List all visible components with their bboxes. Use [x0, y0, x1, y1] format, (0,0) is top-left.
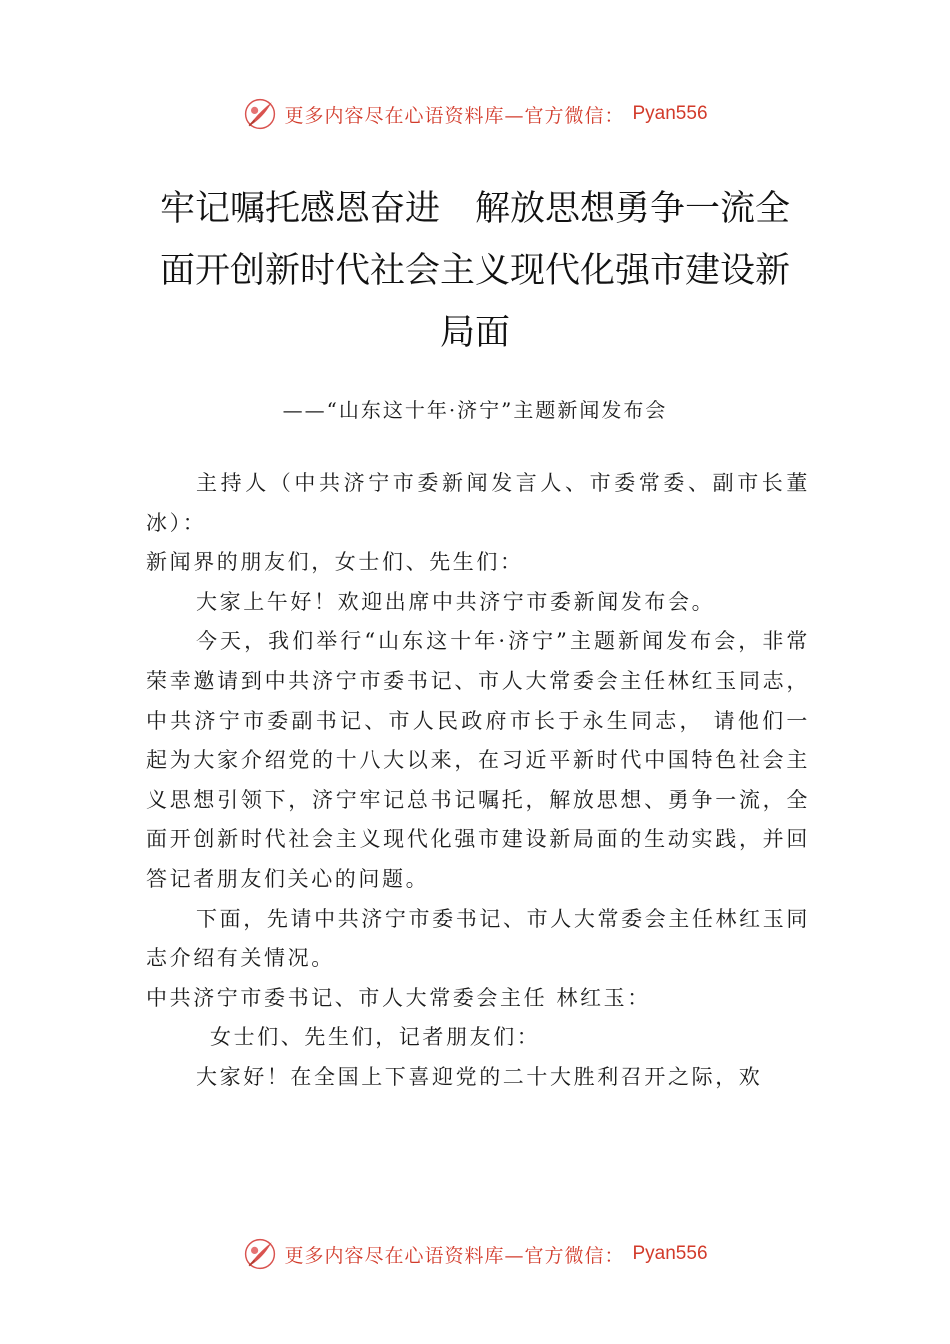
quill-logo-icon — [242, 1236, 278, 1272]
title-line-3: 局面 — [439, 313, 510, 353]
paragraph-invite-speaker: 下面，先请中共济宁市委书记、市人大常委会主任林红玉同志介绍有关情况。 — [146, 906, 810, 971]
header-watermark — [0, 96, 950, 132]
paragraph-speaker-greeting: 女士们、先生们，记者朋友们： — [210, 1025, 541, 1050]
paragraph-speech-start: 大家好！在全国上下喜迎党的二十大胜利召开之际，欢 — [196, 1064, 763, 1089]
banner-text: 更多内容尽在心语资料库—官方微信： — [284, 1244, 625, 1267]
paragraph-speaker-label: 中共济宁市委书记、市人大常委会主任 林红玉： — [146, 985, 651, 1010]
document-body — [146, 464, 810, 1098]
title-line-2: 面开创新时代社会主义现代化强市建设新 — [159, 251, 790, 291]
footer-watermark — [0, 1236, 950, 1272]
paragraph-greeting: 新闻界的朋友们，女士们、先生们： — [146, 550, 524, 575]
paragraph-welcome: 大家上午好！欢迎出席中共济宁市委新闻发布会。 — [196, 589, 716, 614]
banner-text: 更多内容尽在心语资料库—官方微信： — [284, 104, 625, 127]
paragraph-host-intro: 主持人（中共济宁市委新闻发言人、市委常委、副市长董冰）： — [146, 471, 810, 535]
paragraph-introduction: 今天，我们举行“山东这十年·济宁”主题新闻发布会，非常荣幸邀请到中共济宁市委书记、市人大常委会主任林红玉同志，中共济宁市委副书记、市人民政府市长于永生同志， 请他们一起为大家介绍党的十八大以来，在习近平新时代中国特色社会主义思想引领下，济宁牢记总书记嘱托，解放思想、勇争一流，全面开创新时代社会主义现代化强市建设新局面的生动实践，并回答记者朋友们关心的问题。 — [146, 629, 810, 891]
banner-wechat-id: Pyan556 — [632, 103, 708, 124]
title-line-1: 牢记嘱托感恩奋进 解放思想勇争一流全 — [159, 189, 790, 229]
document-title — [148, 178, 802, 364]
banner-wechat-id: Pyan556 — [632, 1243, 708, 1264]
document-subtitle: ——“山东这十年·济宁”主题新闻发布会 — [282, 398, 668, 422]
quill-logo-icon — [242, 96, 278, 132]
